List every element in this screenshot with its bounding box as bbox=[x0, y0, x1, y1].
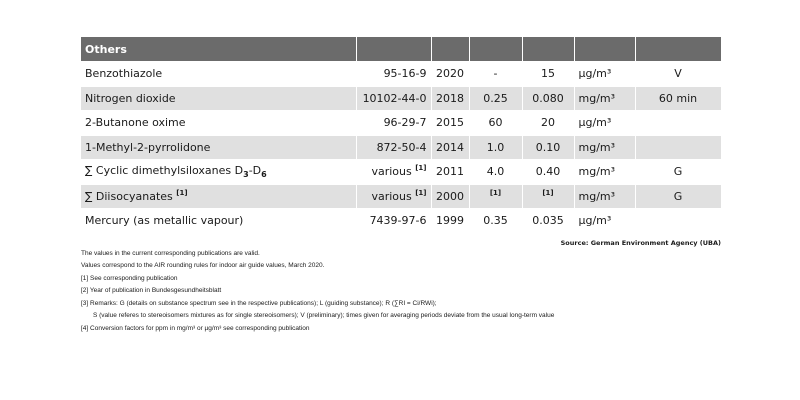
publication-year: 2020 bbox=[431, 62, 469, 87]
substance-name: Nitrogen dioxide bbox=[81, 86, 356, 111]
unit: mg/m³ bbox=[574, 86, 635, 111]
guide-value-rw2: 1.0 bbox=[469, 135, 522, 160]
publication-year: 2000 bbox=[431, 184, 469, 209]
guide-value-rw1: 0.035 bbox=[522, 209, 574, 234]
unit: µg/m³ bbox=[574, 111, 635, 136]
substance-name: Benzothiazole bbox=[81, 62, 356, 87]
substance-name: ∑ Cyclic dimethylsiloxanes $D_3-D_6$ bbox=[81, 160, 356, 185]
footnote-line: [4] Conversion factors for ppm in mg/m³ or µg/m³ see corresponding publication bbox=[81, 324, 310, 332]
remark: V bbox=[635, 62, 721, 87]
cas-number: 95-16-9 bbox=[356, 62, 431, 87]
footnote-line: S (value referes to stereoisomers mixtures as for single stereoisomers); V (preliminary); times given for averaging periods deviate from the usual long-term value bbox=[93, 312, 555, 319]
guide-value-rw1: 20 bbox=[522, 111, 574, 136]
table-row bbox=[81, 62, 721, 87]
cas-number: various [1] bbox=[356, 184, 431, 209]
remark: G bbox=[635, 184, 721, 209]
guide-value-rw1 bbox=[522, 184, 574, 209]
footnote-line: [1] See corresponding publication bbox=[81, 274, 178, 282]
indoor-air-guide-values-table bbox=[81, 37, 722, 234]
guide-value-rw2: 0.35 bbox=[469, 209, 522, 234]
publication-year: 2015 bbox=[431, 111, 469, 136]
guide-value-rw2 bbox=[469, 184, 522, 209]
footnote-line: [3] Remarks: G (details on substance spectrum see in the respective publications); L (guiding substance); R (∑RI = Ci/RWi); bbox=[81, 299, 437, 307]
footnote-ref: [1] bbox=[415, 164, 427, 173]
table-row bbox=[81, 86, 721, 111]
remark bbox=[635, 135, 721, 160]
footnote-line: The values in the current corresponding publications are valid. bbox=[81, 249, 260, 257]
guide-value-rw2: 60 bbox=[469, 111, 522, 136]
remark: 60 min bbox=[635, 86, 721, 111]
section-header-title: Others bbox=[81, 37, 356, 62]
guide-value-rw1: 0.080 bbox=[522, 86, 574, 111]
substance-name: 1-Methyl-2-pyrrolidone bbox=[81, 135, 356, 160]
unit: µg/m³ bbox=[574, 62, 635, 87]
cas-number: various [1] bbox=[356, 160, 431, 185]
footnotes bbox=[81, 251, 721, 333]
table-row bbox=[81, 209, 721, 234]
substance-name: Mercury (as metallic vapour) bbox=[81, 209, 356, 234]
unit: mg/m³ bbox=[574, 184, 635, 209]
table-row bbox=[81, 184, 721, 209]
footnote-line: [2] Year of publication in Bundesgesundheitsblatt bbox=[81, 287, 222, 294]
guide-value-rw2: - bbox=[469, 62, 522, 87]
publication-year: 2011 bbox=[431, 160, 469, 185]
cas-number: 7439-97-6 bbox=[356, 209, 431, 234]
footnote-ref: [1] bbox=[415, 188, 427, 197]
unit: µg/m³ bbox=[574, 209, 635, 234]
guide-values-panel bbox=[81, 37, 721, 338]
footnote-ref: [1] bbox=[176, 188, 188, 197]
remark bbox=[635, 111, 721, 136]
remark bbox=[635, 209, 721, 234]
guide-value-rw2: 0.25 bbox=[469, 86, 522, 111]
table-row bbox=[81, 111, 721, 136]
publication-year: 2014 bbox=[431, 135, 469, 160]
substance-name: 2-Butanone oxime bbox=[81, 111, 356, 136]
guide-value-rw1: 0.40 bbox=[522, 160, 574, 185]
footnote-line: Values correspond to the AIR rounding rules for indoor air guide values, March 2020. bbox=[81, 262, 325, 269]
guide-value-rw1: 0.10 bbox=[522, 135, 574, 160]
cas-number: 96-29-7 bbox=[356, 111, 431, 136]
publication-year: 2018 bbox=[431, 86, 469, 111]
table-row bbox=[81, 135, 721, 160]
unit: mg/m³ bbox=[574, 160, 635, 185]
cas-number: 872-50-4 bbox=[356, 135, 431, 160]
guide-value-rw1: 15 bbox=[522, 62, 574, 87]
unit: mg/m³ bbox=[574, 135, 635, 160]
guide-value-rw2: 4.0 bbox=[469, 160, 522, 185]
publication-year: 1999 bbox=[431, 209, 469, 234]
cas-number: 10102-44-0 bbox=[356, 86, 431, 111]
table-row bbox=[81, 160, 721, 185]
remark: G bbox=[635, 160, 721, 185]
footnote-ref: [1] bbox=[542, 188, 554, 197]
source-credit: Source: German Environment Agency (UBA) bbox=[560, 238, 721, 247]
section-header-row bbox=[81, 37, 721, 62]
footnote-ref: [1] bbox=[489, 188, 502, 197]
substance-name: ∑ Diisocyanates [1] bbox=[81, 184, 356, 209]
